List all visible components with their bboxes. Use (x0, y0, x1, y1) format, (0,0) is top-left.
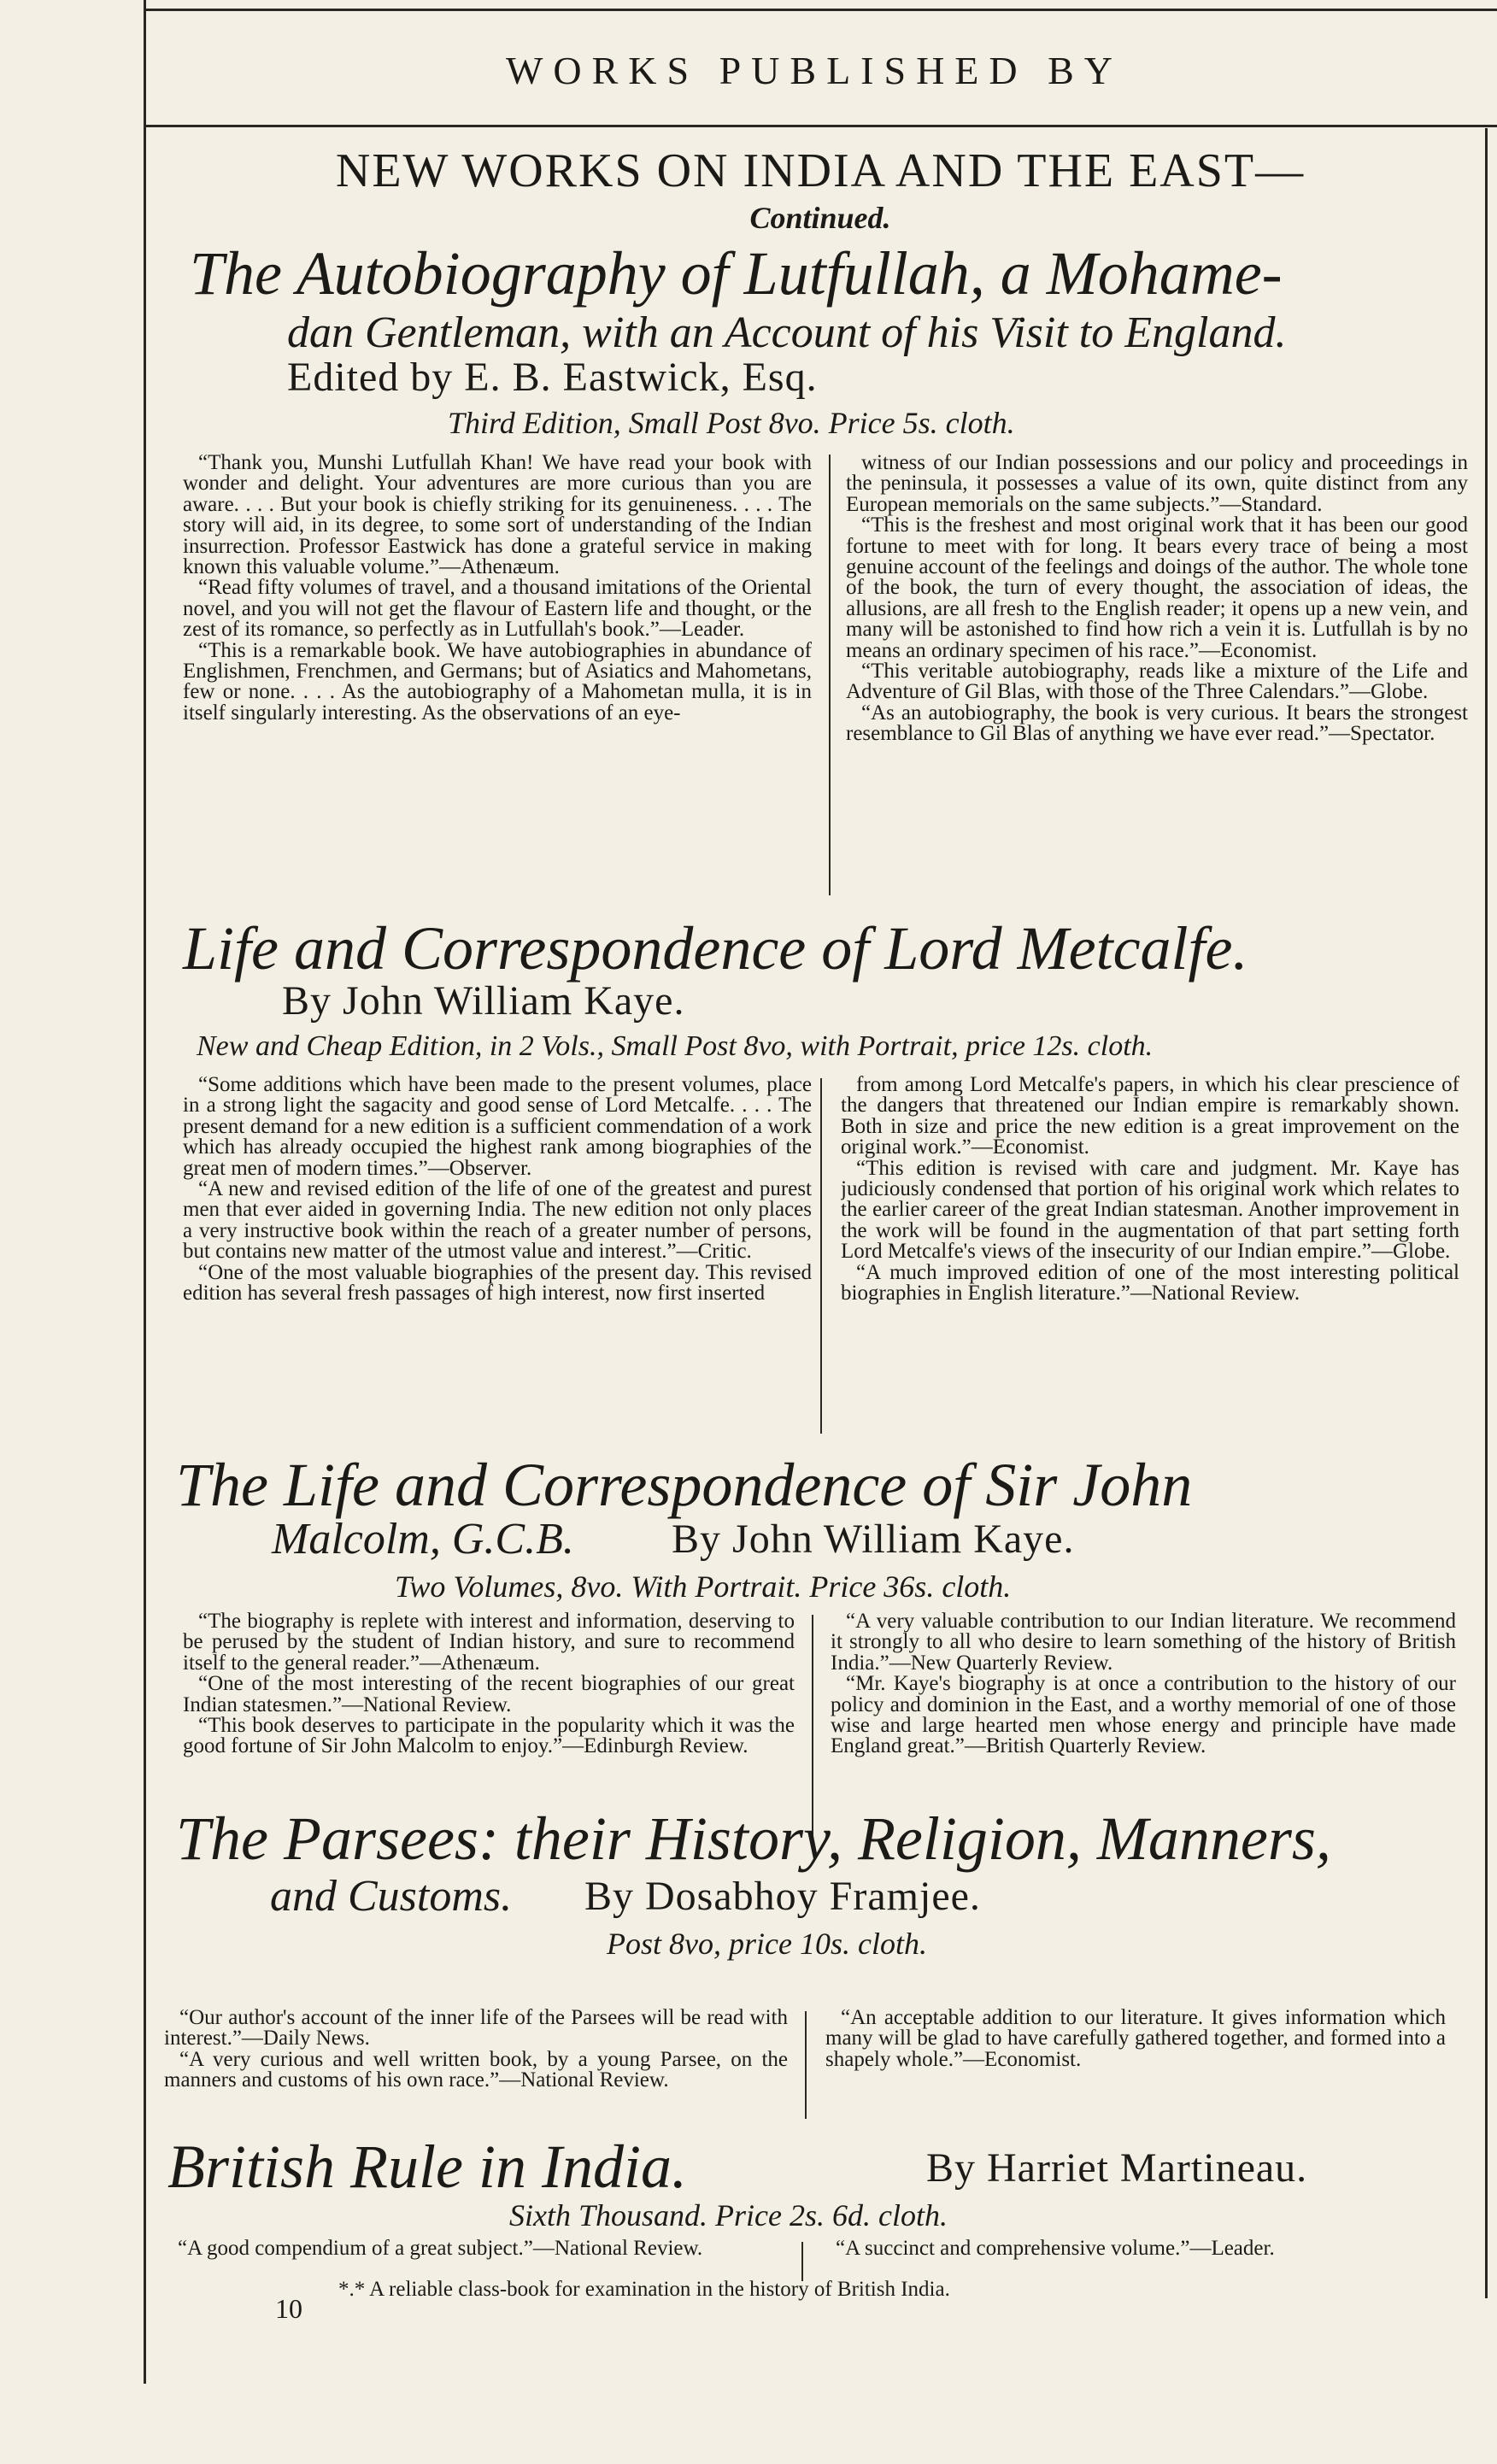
review-column-left (183, 453, 812, 897)
section-title: NEW WORKS ON INDIA AND THE EAST— (335, 144, 1306, 197)
review-paragraph: “This edition is revised with care and judgment. Mr. Kaye has judiciously condensed that portion of his original work which relates to the earlier career of the great Indian statesman. Another improvement in the work will be found in the augmentation of that part setting forth Lord Metcalfe's views of the insecurity of our Indian empire.”—Globe. (841, 1156, 1459, 1264)
book-byline-parsees: By Dosabhoy Framjee. (584, 1874, 981, 1919)
review-paragraph: “A succinct and comprehensive volume.”—Leader. (836, 2238, 1275, 2260)
review-column-right (825, 2008, 1446, 2121)
running-head: WORKS PUBLISHED BY (505, 49, 1124, 92)
book-title-lutfullah-line2: dan Gentleman, with an Account of his Visit to England. (287, 308, 1287, 357)
review-paragraph: “This is a remarkable book. We have autobiographies in abundance of Englishmen, Frenchmen, and Germans; but of Asiatics and Mahometans, few or none. . . . As the autobiography of a Mahometan mulla, it is in itself singularly interesting. As the observations of an eye- (183, 638, 812, 725)
book-byline-lutfullah: Edited by E. B. Eastwick, Esq. (287, 355, 818, 400)
review-paragraph: “One of the most valuable biographies of the present day. This revised edition has several fresh passages of high interest, now first inserted (183, 1260, 812, 1305)
review-paragraph: “Our author's account of the inner life of the Parsees will be read with interest.”—Daily News. (164, 2008, 788, 2050)
review-paragraph: “One of the most interesting of the recent biographies of our great Indian statesmen.”—National Review. (183, 1672, 795, 1716)
column-divider (820, 1078, 822, 1434)
book-byline-metcalfe: By John William Kaye. (282, 978, 685, 1024)
review-column-left (164, 2008, 788, 2121)
column-divider (805, 2011, 807, 2119)
review-column-left (183, 1075, 812, 1435)
book-byline-british-rule: By Harriet Martineau. (926, 2145, 1308, 2191)
review-paragraph: “An acceptable addition to our literature. It gives information which many will be glad to have carefully gathered together, and formed into a shapely whole.”—Economist. (825, 2008, 1446, 2071)
book-edition-lutfullah: Third Edition, Small Post 8vo. Price 5s. cloth. (448, 406, 1015, 440)
review-paragraph: “This book deserves to participate in the popularity which it was the good fortune of Sir John Malcolm to enjoy.”—Edinburgh Review. (183, 1714, 795, 1758)
footnote: *.* A reliable class-book for examination in the history of British India. (338, 2278, 950, 2301)
review-paragraph: “Some additions which have been made to the present volumes, place in a strong light the sagacity and good sense of Lord Metcalfe. . . . The present demand for a new edition is a sufficient commendation of a work which has already occupied the highest rank among biographies of the great men of modern times.”—Observer. (183, 1075, 812, 1180)
frame-top-rule (144, 9, 1497, 11)
book-edition-parsees: Post 8vo, price 10s. cloth. (607, 1927, 927, 1961)
book-edition-malcolm: Two Volumes, 8vo. With Portrait. Price 36s. cloth. (395, 1569, 1012, 1604)
page-number: 10 (275, 2293, 302, 2324)
review-paragraph: “A very valuable contribution to our Indian literature. We recommend it strongly to all who desire to learn something of the history of British India.”—New Quarterly Review. (831, 1611, 1456, 1675)
header-rule (144, 125, 1497, 127)
column-divider (829, 455, 831, 895)
review-paragraph: “A new and revised edition of the life of one of the greatest and purest men that ever aided in governing India. The new edition not only places a very instructive book within the reach of a greater number of persons, but contains new matter of the utmost value and interest.”—Critic. (183, 1177, 812, 1264)
column-divider (801, 2242, 803, 2281)
review-column-left (162, 2238, 772, 2283)
review-paragraph: “A very curious and well written book, by a young Parsee, on the manners and customs of his own race.”—National Review. (164, 2047, 788, 2092)
review-paragraph: witness of our Indian possessions and our policy and proceedings in the peninsula, it possesses a value of its own, quite distinct from any European memorials on the same subjects.”—Standard. (846, 453, 1468, 516)
book-byline-malcolm: By John William Kaye. (672, 1517, 1075, 1562)
book-edition-metcalfe: New and Cheap Edition, in 2 Vols., Small Post 8vo, with Portrait, price 12s. cloth. (197, 1030, 1154, 1062)
book-edition-british-rule: Sixth Thousand. Price 2s. 6d. cloth. (509, 2198, 948, 2232)
book-title-british-rule: British Rule in India. (167, 2133, 687, 2201)
review-paragraph: “A good compendium of a great subject.”—National Review. (178, 2238, 703, 2260)
review-paragraph: “The biography is replete with interest and information, deserving to be perused by the student of Indian history, and sure to recommend itself to the general reader.”—Athenæum. (183, 1611, 795, 1675)
book-title-malcolm-line2: Malcolm, G.C.B. (272, 1515, 574, 1563)
review-paragraph: “Thank you, Munshi Lutfullah Khan! We have read your book with wonder and delight. Your adventures are more curious than you are aware. . . . But your book is chiefly striking for its genuineness. . . . The story will aid, in its degree, to some sort of understanding of the Indian insurrection. Professor Eastwick has done a grateful service in making known this valuable volume.”—Athenæum. (183, 453, 812, 579)
review-paragraph: “Read fifty volumes of travel, and a thousand imitations of the Oriental novel, and you will not get the flavour of Eastern life and thought, or the zest of its romance, so perfectly as in Lutfullah's book.”—Leader. (183, 576, 812, 642)
review-paragraph: “As an autobiography, the book is very curious. It bears the strongest resemblance to Gil Blas of anything we have ever read.”—Spectator. (846, 701, 1468, 746)
review-column-right (846, 453, 1468, 897)
review-paragraph: “This veritable autobiography, reads like a mixture of the Life and Adventure of Gil Blas, with those of the Three Calendars.”—Globe. (846, 660, 1468, 704)
continued-label: Continued. (749, 201, 891, 235)
review-column-right (820, 2238, 1439, 2283)
review-paragraph: “Mr. Kaye's biography is at once a contribution to the history of our policy and dominion in the East, and a worthy memorial of one of those wise and large hearted men whose energy and principle have made England great.”—British Quarterly Review. (831, 1672, 1456, 1758)
book-title-parsees-line1: The Parsees: their History, Religion, Manners, (176, 1804, 1331, 1873)
book-title-lutfullah-line1: The Autobiography of Lutfullah, a Mohame- (190, 239, 1283, 308)
review-paragraph: “This is the freshest and most original work that it has been our good fortune to meet with for long. It bears every trace of being a most genuine account of the feelings and doings of the author. The whole tone of the book, the turn of every thought, the association of ideas, the allusions, are all fresh to the English reader; it opens up a new vein, and many will be astonished to find how rich a vein it is. Lutfullah is by no means an ordinary specimen of his race.”—Economist. (846, 513, 1468, 662)
frame-left-rule (144, 0, 146, 2384)
review-paragraph: “A much improved edition of one of the most interesting political biographies in English literature.”—National Review. (841, 1260, 1459, 1305)
book-title-malcolm-line1: The Life and Correspondence of Sir John (176, 1451, 1193, 1519)
book-title-parsees-line2: and Customs. (270, 1872, 513, 1921)
review-paragraph: from among Lord Metcalfe's papers, in which his clear prescience of the dangers that threatened our Indian empire is remarkably shown. Both in size and price the new edition is a great improvement on the original work.”—Economist. (841, 1075, 1459, 1159)
frame-right-rule (1485, 128, 1488, 2298)
book-title-metcalfe: Life and Correspondence of Lord Metcalfe. (183, 914, 1248, 983)
review-column-right (841, 1075, 1459, 1435)
